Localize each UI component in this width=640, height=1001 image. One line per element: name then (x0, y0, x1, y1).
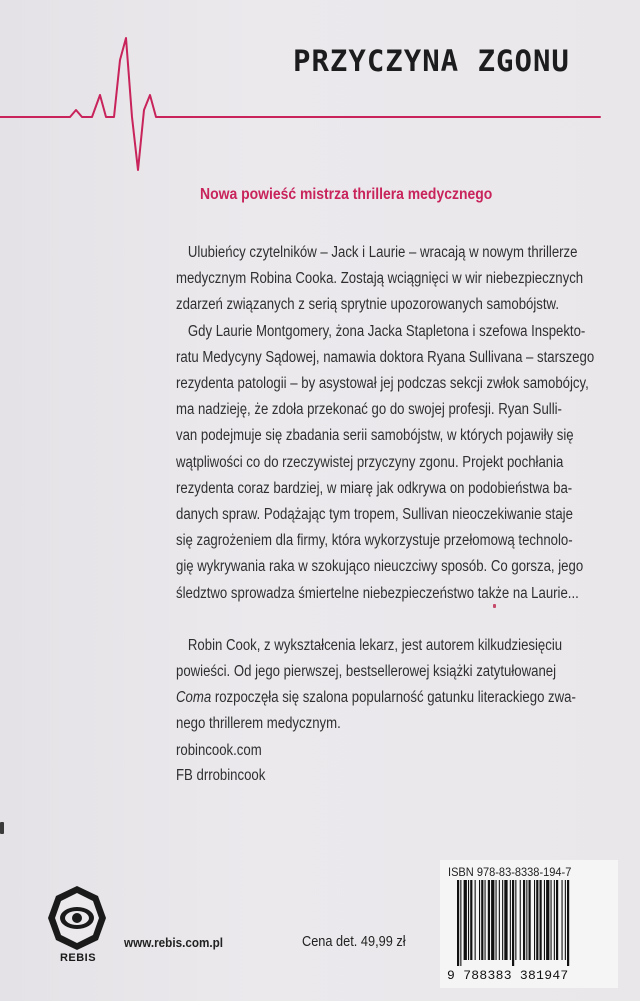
description-line: śledztwo sprowadza śmiertelne niebezpieczeństwo także na Laurie... (176, 584, 579, 602)
author-bio-line: nego thrillerem medycznym. (176, 715, 341, 733)
barcode-digits: 9 788383 381947 (447, 968, 569, 983)
description-line: medycznym Robina Cooka. Zostają wciągnięci w wir niebezpiecznych (176, 270, 584, 288)
description-line: ratu Medycyny Sądowej, namawia doktora Ryana Sullivana – starszego (176, 348, 595, 366)
author-facebook[interactable]: FB drrobincook (176, 767, 266, 784)
description-line: danych spraw. Podążając tym tropem, Sullivan nieoczekiwanie staje (176, 506, 573, 524)
book-title-coma: Coma (176, 689, 212, 707)
retail-price: Cena det. 49,99 zł (302, 934, 406, 950)
description-line: wątpliwości co do rzeczywistej przyczyny zgonu. Projekt pochłania (176, 453, 564, 471)
description-line: Ulubieńcy czytelników – Jack i Laurie – wracają w nowym thrillerze (187, 244, 578, 261)
barcode-icon (455, 880, 615, 966)
author-bio-line (176, 685, 576, 711)
author-bio-line: powieści. Od jego pierwszej, bestsellerowej książki zatytułowanej (176, 663, 557, 681)
description-line: gię wykrywania raka w szokująco nieuczciwy sposób. Co gorsza, jego (176, 558, 584, 576)
author-links (176, 738, 265, 788)
book-title: PRZYCZYNA ZGONU (293, 44, 570, 78)
author-website[interactable]: robincook.com (176, 742, 262, 759)
description-line: rezydenta patologii – by asystował jej podczas sekcji zwłok samobójcy, (176, 375, 589, 393)
isbn-number: ISBN 978-83-8338-194-7 (448, 865, 572, 879)
description-line: rezydenta coraz bardziej, w miarę jak odkrywa on podobieństwa ba- (176, 479, 573, 497)
publisher-name: REBIS (59, 952, 97, 964)
description-line: Gdy Laurie Montgomery, żona Jacka Stapletona i szefowa Inspekto- (187, 322, 586, 340)
description-line: się zagrożeniem dla firmy, która wykorzystuje przełomową technolo- (176, 532, 573, 550)
heartbeat-line-icon (0, 0, 640, 200)
description-line: van podejmuje się zbadania serii samobójstw, w których pojawiły się (176, 427, 574, 445)
edge-mark (0, 822, 4, 834)
description-line: ma nadzieję, że zdoła przekonać go do swojej profesji. Ryan Sulli- (176, 401, 562, 419)
print-speck (493, 604, 496, 608)
author-bio-line: Robin Cook, z wykształcenia lekarz, jest autorem kilkudziesięciu (187, 636, 563, 654)
tagline: Nowa powieść mistrza thrillera medycznego (200, 186, 493, 203)
publisher-website[interactable]: www.rebis.com.pl (124, 935, 224, 950)
author-bio-text: rozpoczęła się szalona popularność gatunku literackiego zwa- (211, 689, 576, 707)
description-line: zdarzeń związanych z serią sprytnie upozorowanych samobójstw. (176, 296, 559, 314)
description-block (176, 240, 595, 738)
